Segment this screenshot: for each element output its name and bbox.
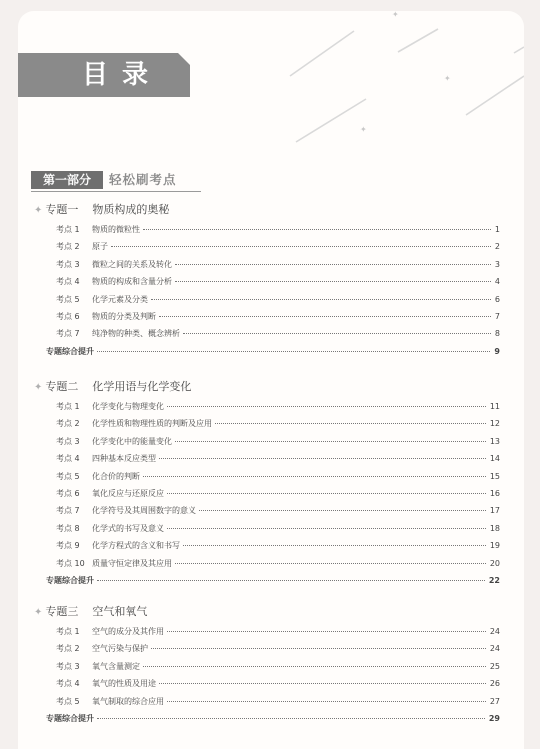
toc-entry[interactable] [56,660,500,673]
leader-dots [151,648,486,649]
entry-code: 考点 3 [56,661,80,671]
leader-dots [175,264,491,265]
leader-dots [167,631,486,632]
leader-dots [151,299,491,300]
entry-code: 考点 4 [56,277,80,287]
entry-label: 空气的成分及其作用 [92,627,164,636]
leader-dots [159,316,491,317]
toc-entry[interactable] [56,642,500,655]
entry-label: 化学元素及分类 [92,294,148,304]
leader-dots [143,476,486,477]
entry-code: 考点 7 [56,506,80,516]
leader-dots [143,229,491,230]
part-heading [31,171,201,191]
entry-page: 11 [489,402,500,411]
svg-text:✦: ✦ [392,11,399,19]
entry-label: 四种基本反应类型 [92,454,156,464]
entry-label: 化学性质和物理性质的判断及应用 [92,419,212,429]
toc-summary-entry[interactable] [46,345,500,358]
toc-summary-entry[interactable] [46,712,500,725]
entry-code: 考点 8 [56,523,80,533]
entry-code: 考点 9 [56,541,80,551]
entry-page: 13 [489,436,500,446]
entry-page: 8 [494,329,500,339]
entry-page: 7 [494,312,500,321]
svg-text:✦: ✦ [360,125,367,134]
entry-label: 化合价的判断 [92,471,140,481]
diamond-bullet-icon: ✦ [34,607,43,618]
entry-code: 考点 6 [56,489,80,498]
entry-page: 24 [489,627,500,636]
toc-entry[interactable] [56,327,500,340]
toc-entry[interactable] [56,625,500,638]
entry-page: 19 [489,541,500,551]
entry-code: 考点 1 [56,627,80,636]
leader-dots [97,580,485,581]
entry-code: 考点 4 [56,679,80,689]
page-title: 目录 [82,60,163,90]
part-subtitle: 轻松刷考点 [109,172,177,187]
diamond-bullet-icon: ✦ [34,205,43,216]
leader-dots [97,718,485,719]
leader-dots [183,545,486,546]
entry-page: 2 [494,242,500,252]
entry-code: 考点 10 [56,558,85,568]
entry-page: 16 [489,489,500,498]
toc-entry[interactable] [56,275,500,288]
entry-code: 考点 5 [56,696,80,706]
topic-name: 空气和氧气 [92,605,148,618]
entry-page: 26 [489,679,500,689]
topic-heading[interactable] [34,203,169,218]
toc-entry[interactable] [56,557,500,570]
entry-label: 化学变化与物理变化 [92,402,164,411]
entry-code: 考点 3 [56,259,80,269]
entry-code: 考点 1 [56,402,80,411]
toc-entry[interactable] [56,539,500,552]
topic-name: 化学用语与化学变化 [92,380,192,393]
entry-page: 25 [489,661,500,671]
entry-label: 物质的微粒性 [92,225,140,234]
part-tag: 第一部分 [31,171,103,189]
toc-entry[interactable] [56,400,500,413]
entry-label: 原子 [92,242,108,252]
summary-page: 22 [488,576,500,585]
entry-label: 纯净物的种类、概念辨析 [92,329,180,339]
topic-name: 物质构成的奥秘 [92,203,170,216]
leader-dots [167,493,486,494]
summary-label: 专题综合提升 [46,346,94,356]
toc-entry[interactable] [56,487,500,500]
entry-code: 考点 2 [56,419,80,429]
toc-summary-entry[interactable] [46,574,500,587]
toc-entry[interactable] [56,452,500,465]
leader-dots [97,351,490,352]
entry-code: 考点 4 [56,454,80,464]
leader-dots [167,528,486,529]
toc-entry[interactable] [56,223,500,236]
diamond-bullet-icon: ✦ [34,382,43,393]
entry-code: 考点 2 [56,242,80,252]
svg-text:✦: ✦ [444,74,451,83]
toc-entry[interactable] [56,417,500,430]
entry-page: 6 [494,294,500,304]
leader-dots [175,281,491,282]
entry-page: 3 [494,259,500,269]
entry-code: 考点 7 [56,329,80,339]
entry-label: 化学式的书写及意义 [92,523,164,533]
entry-code: 考点 6 [56,312,80,321]
topic-number: 专题一 [45,203,79,216]
toc-entry[interactable] [56,258,500,271]
entry-code: 考点 5 [56,294,80,304]
entry-label: 氧气制取的综合应用 [92,696,164,706]
entry-page: 27 [489,696,500,706]
entry-label: 氧化反应与还原反应 [92,489,164,498]
toc-entry[interactable] [56,435,500,448]
toc-entry[interactable] [56,504,500,517]
leader-dots [215,423,486,424]
leader-dots [167,701,486,702]
toc-entry[interactable] [56,522,500,535]
summary-page: 29 [488,714,500,723]
leader-dots [183,333,491,334]
entry-code: 考点 1 [56,225,80,234]
topic-heading[interactable] [34,605,147,620]
leader-dots [199,510,486,511]
entry-label: 氧气的性质及用途 [92,679,156,689]
entry-label: 微粒之间的关系及转化 [92,259,172,269]
entry-page: 18 [489,523,500,533]
leader-dots [175,441,486,442]
toc-entry[interactable] [56,695,500,708]
entry-page: 12 [489,419,500,429]
entry-page: 15 [489,471,500,481]
leader-dots [111,246,491,247]
part-underline [31,191,201,192]
leader-dots [167,406,486,407]
summary-label: 专题综合提升 [46,576,94,585]
leader-dots [159,458,486,459]
entry-page: 1 [494,225,500,234]
entry-page: 4 [494,277,500,287]
entry-label: 物质的构成和含量分析 [92,277,172,287]
toc-entry[interactable] [56,470,500,483]
summary-page: 9 [494,346,500,356]
entry-label: 化学变化中的能量变化 [92,436,172,446]
entry-label: 质量守恒定律及其应用 [92,558,172,568]
entry-page: 17 [489,506,500,516]
toc-entry[interactable] [56,310,500,323]
entry-page: 14 [489,454,500,464]
toc-entry[interactable] [56,240,500,253]
leader-dots [159,683,486,684]
summary-label: 专题综合提升 [46,714,94,723]
toc-page [18,11,524,749]
entry-page: 24 [489,644,500,654]
topic-number: 专题二 [45,380,79,393]
entry-code: 考点 2 [56,644,80,654]
leader-dots [143,666,486,667]
entry-label: 化学方程式的含义和书写 [92,541,180,551]
toc-entry[interactable] [56,677,500,690]
leader-dots [175,563,486,564]
topic-number: 专题三 [45,605,79,618]
entry-label: 空气污染与保护 [92,644,148,654]
entry-page: 20 [489,558,500,568]
entry-label: 氧气含量测定 [92,661,140,671]
topic-heading[interactable] [34,380,191,395]
entry-label: 物质的分类及判断 [92,312,156,321]
entry-label: 化学符号及其周围数字的意义 [92,506,196,516]
entry-code: 考点 3 [56,436,80,446]
entry-code: 考点 5 [56,471,80,481]
toc-entry[interactable] [56,293,500,306]
